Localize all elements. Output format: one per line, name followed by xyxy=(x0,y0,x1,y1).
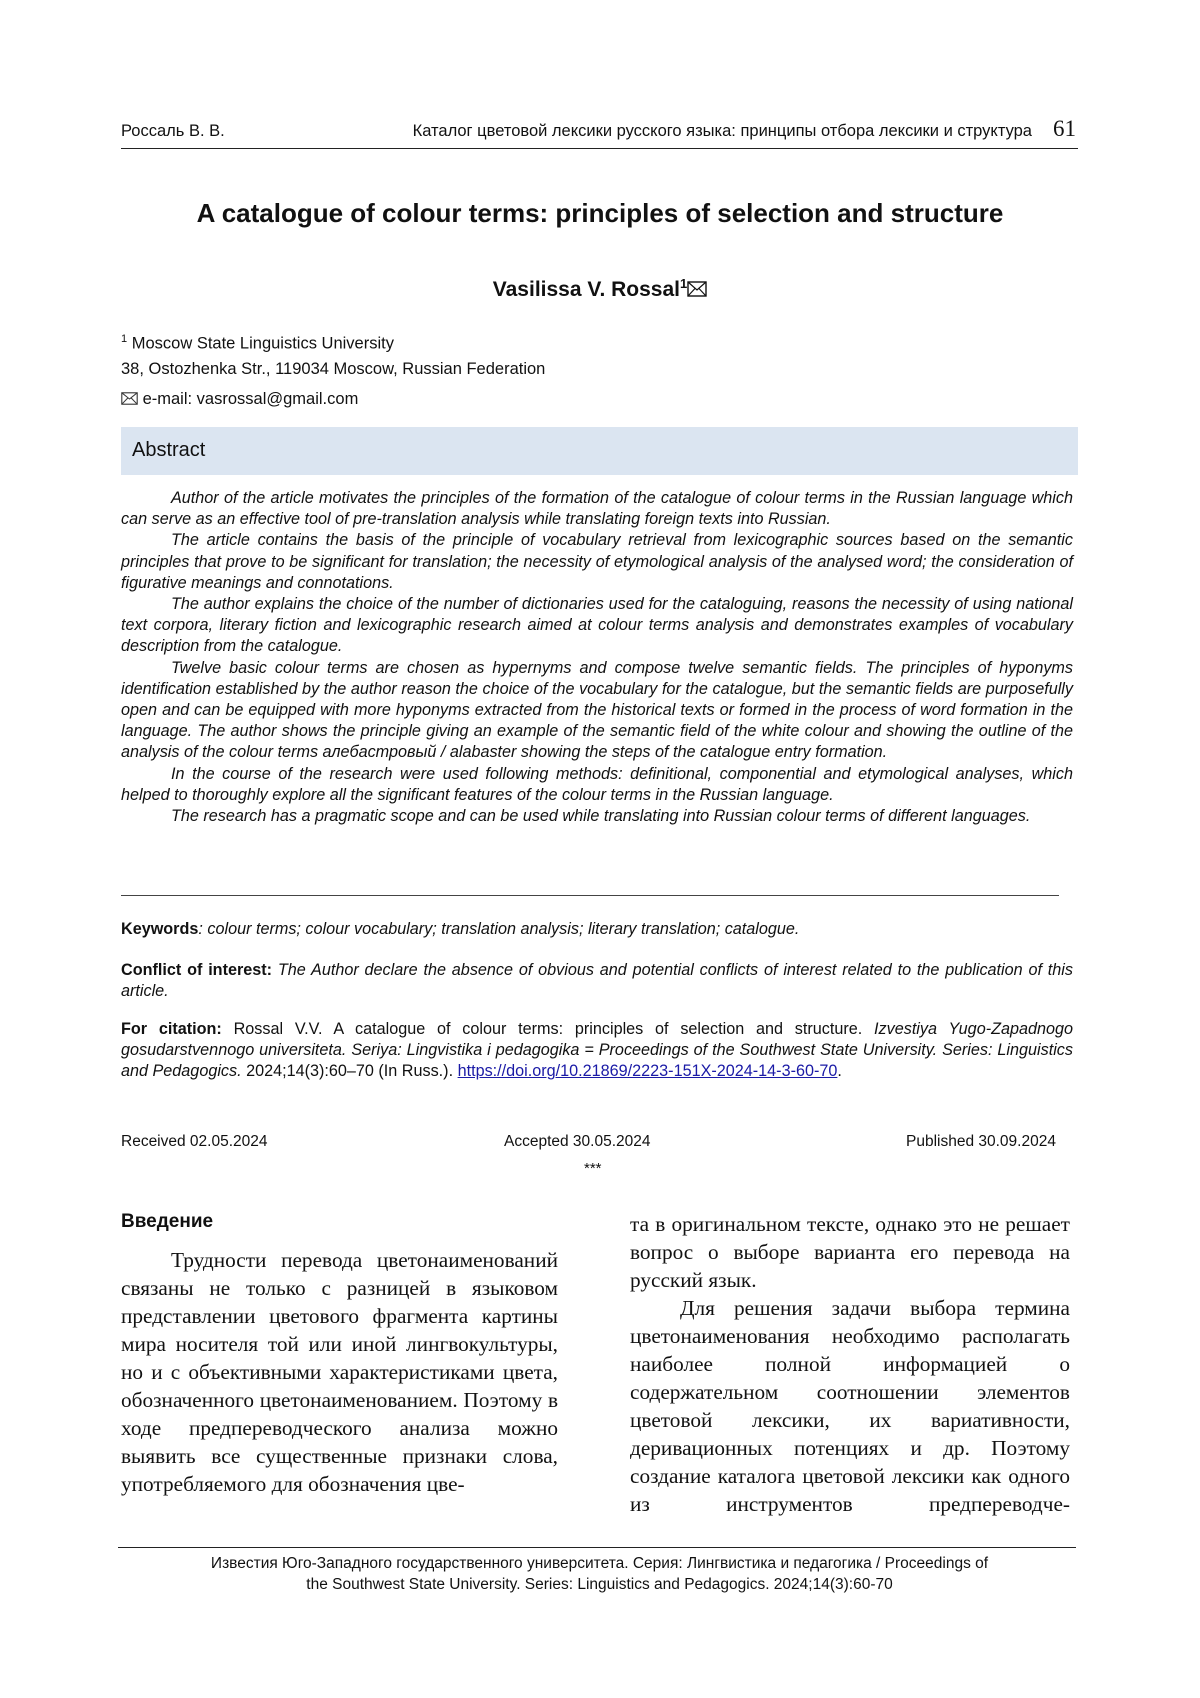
citation-end: . xyxy=(837,1062,842,1081)
published-date: Published 30.09.2024 xyxy=(906,1133,1056,1150)
footer-line: the Southwest State University. Series: Linguistics and Pedagogics. 2024;14(3):60-70 xyxy=(306,1576,893,1593)
abstract-paragraph: The article contains the basis of the principle of vocabulary retrieval from lexicographic sources based on the semantic principles that prove to be significant for translation; the necessity of etymological analysis of the analysed word; the consideration of figurative meanings and connotations. xyxy=(121,531,1073,592)
body-column-right xyxy=(630,1210,1070,1518)
abstract-paragraph: The research has a pragmatic scope and can be used while translating into Russian colour terms of different languages. xyxy=(171,807,1031,826)
running-head-title: Каталог цветовой лексики русского языка: принципы отбора лексики и структура xyxy=(412,122,1032,140)
conflict-of-interest xyxy=(121,960,1073,1002)
author-affiliation-marker: 1 xyxy=(679,276,688,291)
affiliation-address: 38, Ostozhenka Str., 119034 Moscow, Russian Federation xyxy=(121,359,546,378)
body-paragraph: Для решения задачи выбора термина цветонаименования необходимо располагать наиболее полной информацией о содержательном соотношении элементов цветовой лексики, их вариативности, деривационных потенциях и др. Поэтому создание каталога цветовой лексики как одного из инструментов предпереводче- xyxy=(630,1296,1070,1516)
conflict-text: The Author declare the absence of obvious and potential conflicts of interest related to the publication of this article. xyxy=(121,961,1073,1001)
affiliation-name: Moscow State Linguistics University xyxy=(131,334,394,353)
page-number: 61 xyxy=(1053,116,1076,141)
citation-journal: Izvestiya Yugo-Zapadnogo gosudarstvennogo universiteta. Seriya: Lingvistika i pedagogika = Proceedings of the Southwest State University. Series: Linguistics and Pedagogics. xyxy=(121,1020,1073,1081)
citation-label: For citation: xyxy=(121,1020,222,1038)
footer-line: Известия Юго-Западного государственного университета. Серия: Лингвистика и педагогика / Proceedings of xyxy=(210,1555,989,1572)
running-head xyxy=(121,118,1078,149)
abstract-paragraph: The author explains the choice of the number of dictionaries used for the cataloguing, reasons the necessity of using national text corpora, literary fiction and lexicographic research aimed at colour terms analysis and demonstrates examples of vocabulary description from the catalogue. xyxy=(121,595,1073,656)
abstract-heading-bar xyxy=(121,427,1078,475)
running-head-author: Россаль В. В. xyxy=(121,122,225,140)
envelope-icon xyxy=(687,279,707,303)
section-separator: *** xyxy=(584,1160,602,1177)
section-heading: Введение xyxy=(121,1211,214,1232)
journal-footer xyxy=(121,1553,1078,1595)
keywords xyxy=(121,919,1073,940)
body-column-left xyxy=(121,1246,558,1498)
article-title: A catalogue of colour terms: principles of selection and structure xyxy=(196,198,1004,228)
citation-details: 2024;14(3):60–70 (In Russ.). xyxy=(241,1062,458,1081)
abstract-body xyxy=(121,488,1073,827)
received-date: Received 02.05.2024 xyxy=(121,1133,268,1150)
body-paragraph: Трудности перевода цветонаименований связаны не только с разницей в языковом представлении цветового фрагмента картины мира носителя той или иной лингвокультуры, но и с объективными характеристиками цвета, обозначенного цветонаименованием. Поэтому в ходе предпереводческого анализа можно выявить все существенные признаки слова, употребляемого для обозначения цве- xyxy=(121,1248,558,1496)
email-line xyxy=(121,390,358,410)
abstract-heading: Abstract xyxy=(132,439,206,461)
affiliation xyxy=(121,327,545,382)
citation xyxy=(121,1019,1073,1083)
affiliation-marker: 1 xyxy=(121,333,128,345)
author-line xyxy=(60,276,1140,303)
abstract-paragraph: Author of the article motivates the principles of the formation of the catalogue of colour terms in the Russian language which can serve as an effective tool of pre-translation analysis while translating foreign texts into Russian. xyxy=(121,489,1073,529)
author-name: Vasilissa V. Rossal xyxy=(492,278,680,301)
keywords-label: Keywords xyxy=(121,920,199,938)
email-address[interactable]: e-mail: vasrossal@gmail.com xyxy=(142,390,359,408)
keywords-text: : colour terms; colour vocabulary; translation analysis; literary translation; catalogue. xyxy=(198,920,800,938)
accepted-date: Accepted 30.05.2024 xyxy=(504,1133,651,1150)
citation-text: Rossal V.V. A catalogue of colour terms: principles of selection and structure. xyxy=(221,1020,875,1038)
abstract-paragraph: Twelve basic colour terms are chosen as hypernyms and compose twelve semantic fields. The principles of hyponyms identification established by the author reason the choice of the vocabulary for the catalogue, but the semantic fields are purposefully open and can be equipped with more hyponyms extracted from the historical texts or formed in the process of word formation in the language. The author shows the principle giving an example of the semantic field of the white colour and showing the outline of the analysis of the colour terms алебастровый / alabaster showing the steps of the catalogue entry formation. xyxy=(121,658,1073,762)
footer-divider xyxy=(118,1547,1076,1548)
doi-link[interactable]: https://doi.org/10.21869/2223-151X-2024-14-3-60-70 xyxy=(457,1062,838,1081)
abstract-paragraph: In the course of the research were used following methods: definitional, componential and etymological analyses, which helped to thoroughly explore all the significant features of the colour terms in the Russian language. xyxy=(121,764,1073,804)
abstract-divider xyxy=(121,895,1059,896)
body-paragraph-continuation: та в оригинальном тексте, однако это не решает вопрос о выборе варианта его перевода на русский язык. xyxy=(630,1212,1070,1292)
conflict-label: Conflict of interest: xyxy=(121,961,273,979)
envelope-icon xyxy=(121,391,138,410)
